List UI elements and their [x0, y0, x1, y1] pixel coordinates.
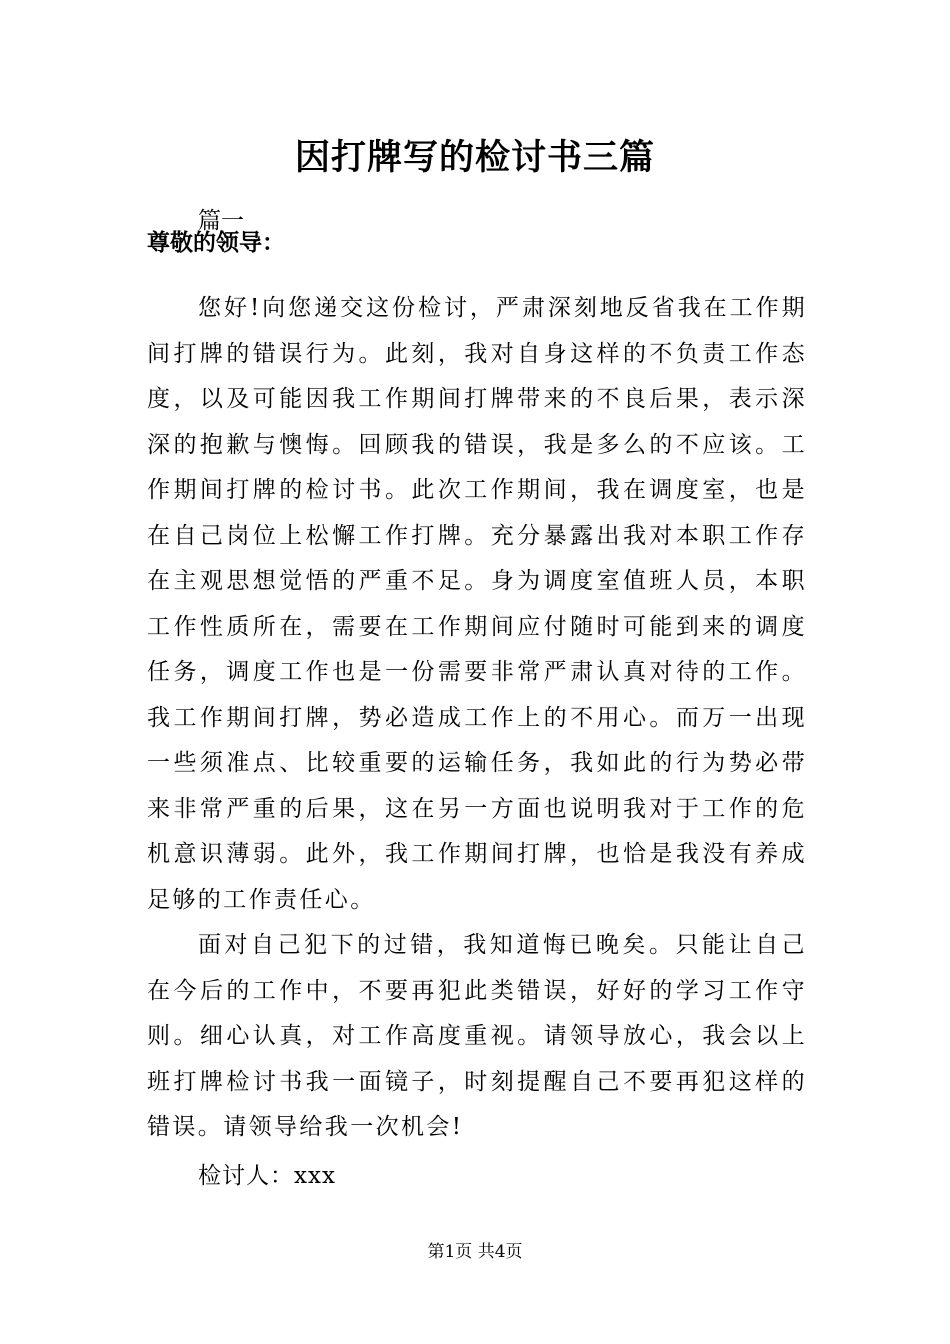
- salutation: 尊敬的领导：: [147, 229, 285, 256]
- signature: 检讨人：xxx: [198, 1163, 336, 1189]
- document-title: 因打牌写的检讨书三篇: [294, 137, 655, 178]
- section-label: 篇一: [198, 208, 244, 234]
- body-paragraph-1: 您好!向您递交这份检讨，严肃深刻地反省我在工作期间打牌的错误行为。此刻，我对自身这样的不负责工作态度，以及可能因我工作期间打牌带来的不良后果，表示深深的抱歉与懊悔。回顾我的错误，我是多么的不应该。工作期间打牌的检讨书。此次工作期间，我在调度室，也是在自己岗位上松懈工作打牌。充分暴露出我对本职工作存在主观思想觉悟的严重不足。身为调度室值班人员，本职工作性质所在，需要在工作期间应付随时可能到来的调度任务，调度工作也是一份需要非常严肃认真对待的工作。我工作期间打牌，势必造成工作上的不用心。而万一出现一些须准点、比较重要的运输任务，我如此的行为势必带来非常严重的后果，这在另一方面也说明我对于工作的危机意识薄弱。此外，我工作期间打牌，也恰是我没有养成足够的工作责任心。: [147, 295, 807, 913]
- page-footer: 第1页 共4页: [427, 1242, 523, 1262]
- body-paragraph-2: 面对自己犯下的过错，我知道悔已晚矣。只能让自己在今后的工作中，不要再犯此类错误，好好的学习工作守则。细心认真，对工作高度重视。请领导放心，我会以上班打牌检讨书我一面镜子，时刻提醒自己不要再犯这样的错误。请领导给我一次机会!: [147, 932, 807, 1140]
